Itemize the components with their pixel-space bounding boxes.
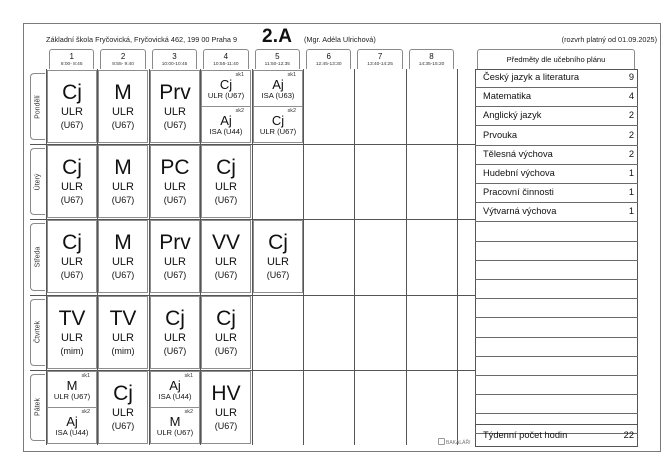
lesson-teacher-room: ULR (U67) [259, 126, 297, 136]
lesson-room: (U67) [111, 421, 135, 431]
lesson-subject: Cj [62, 81, 82, 104]
lesson-cell[interactable] [201, 145, 251, 218]
period-header [49, 49, 94, 69]
lesson-room: (mim) [111, 346, 135, 356]
plan-subject-name: Anglický jazyk [483, 110, 542, 120]
lesson-room: (U67) [214, 195, 238, 205]
group-lesson[interactable] [202, 71, 250, 107]
grid-line-vertical [457, 69, 458, 445]
period-header [306, 49, 351, 69]
plan-empty-row [475, 261, 638, 280]
class-name: 2.A [262, 26, 293, 47]
lesson-room: (U67) [214, 270, 238, 280]
period-number: 3 [172, 52, 177, 61]
plan-subject-hours: 1 [628, 187, 634, 197]
period-number: 1 [69, 52, 74, 61]
plan-total-label: Týdenní počet hodin [483, 430, 568, 440]
day-label-tab [30, 223, 45, 290]
lesson-cell[interactable] [47, 145, 97, 218]
group-label: sk1 [81, 373, 90, 379]
lesson-cell[interactable] [98, 145, 148, 218]
lesson-subject: Cj [216, 156, 236, 179]
lesson-teacher-room: ULR (U67) [53, 392, 91, 401]
lesson-subject: Cj [268, 231, 288, 254]
group-label: sk2 [81, 408, 90, 415]
lesson-cell[interactable] [253, 70, 303, 143]
lesson-subject: Aj [169, 378, 181, 393]
lesson-teacher: ULR [214, 181, 237, 193]
period-number: 5 [275, 52, 280, 61]
period-header [152, 49, 197, 69]
plan-empty-row [475, 280, 638, 299]
lesson-subject: Aj [220, 112, 232, 128]
lesson-subject: Aj [272, 77, 284, 92]
lesson-cell[interactable] [150, 220, 200, 293]
group-label: sk2 [184, 408, 193, 415]
lesson-cell[interactable] [47, 296, 97, 369]
brand-name: BAKALÁŘI [446, 440, 471, 446]
lesson-room: (U67) [60, 270, 84, 280]
plan-subject-row [475, 88, 638, 107]
period-time: 10:55-11:40 [213, 62, 239, 67]
lesson-subject: Prv [159, 231, 191, 254]
lesson-room: (U67) [266, 270, 290, 280]
lesson-cell[interactable] [150, 296, 200, 369]
lesson-subject: Cj [271, 112, 285, 128]
plan-empty-row [475, 299, 638, 318]
plan-header: Předměty dle učebního plánu [477, 49, 635, 69]
lesson-teacher-room: ISA (U44) [158, 392, 192, 401]
grid-line-vertical [354, 69, 355, 445]
lesson-room: (U67) [111, 120, 135, 130]
day-name: Pátek [34, 398, 42, 417]
lesson-subject: M [114, 231, 132, 254]
lesson-cell[interactable] [98, 70, 148, 143]
lesson-subject: M [169, 413, 181, 429]
plan-subject-row [475, 165, 638, 184]
group-lesson[interactable] [151, 408, 199, 444]
lesson-subject: Cj [62, 231, 82, 254]
lesson-subject: PC [160, 156, 190, 179]
lesson-teacher: ULR [163, 256, 186, 268]
plan-empty-row [475, 357, 638, 376]
lesson-subject: Cj [62, 156, 82, 179]
plan-empty-row [475, 242, 638, 261]
group-label: sk2 [235, 107, 244, 114]
lesson-room: (U67) [163, 195, 187, 205]
lesson-teacher: ULR [163, 181, 186, 193]
plan-subject-row [475, 184, 638, 203]
lesson-room: (mim) [60, 346, 84, 356]
period-time: 12:45-13:30 [315, 62, 342, 67]
period-header [409, 49, 454, 69]
lesson-room: (U67) [214, 346, 238, 356]
plan-subject-hours: 1 [628, 206, 634, 216]
day-name: Pondělí [34, 94, 42, 119]
group-lesson[interactable] [254, 107, 302, 143]
lesson-teacher: ULR [60, 181, 83, 193]
lesson-teacher-room: ISA (U44) [55, 427, 89, 437]
lesson-subject: Cj [113, 382, 133, 405]
lesson-room: (U67) [60, 120, 84, 130]
lesson-teacher-room: ISA (U63) [261, 91, 295, 100]
plan-total-hours: 22 [623, 430, 634, 440]
plan-empty-row [475, 319, 638, 338]
lesson-subject: M [114, 81, 132, 104]
lesson-subject: Cj [219, 77, 233, 92]
grid-line-vertical [303, 69, 304, 445]
period-number: 6 [326, 52, 331, 61]
plan-empty-row [475, 223, 638, 242]
plan-subject-row [475, 127, 638, 146]
period-header [203, 49, 248, 69]
day-name: Čtvrtek [34, 321, 42, 344]
lesson-cell[interactable] [201, 371, 251, 444]
period-time: 11:50-12:35 [264, 62, 290, 67]
plan-empty-row [475, 376, 638, 395]
validity-date: (rozvrh platný od 01.09.2025) [561, 35, 657, 44]
lesson-subject: VV [211, 231, 240, 254]
lesson-cell[interactable] [47, 220, 97, 293]
lesson-teacher-room: ULR (U67) [156, 427, 194, 437]
class-teacher: (Mgr. Adéla Ulrichová) [304, 35, 376, 44]
plan-total-row [475, 424, 638, 447]
day-label-tab [30, 73, 45, 140]
group-label: sk2 [287, 107, 296, 114]
group-label: sk1 [184, 373, 193, 379]
lesson-teacher: ULR [214, 332, 237, 344]
plan-subject-hours: 2 [628, 130, 634, 140]
plan-subject-hours: 2 [628, 149, 634, 159]
group-label: sk1 [287, 72, 296, 78]
group-lesson[interactable] [48, 408, 96, 444]
group-lesson[interactable] [48, 372, 96, 408]
day-name: Úterý [34, 173, 42, 191]
lesson-teacher: ULR [111, 106, 134, 118]
lesson-cell[interactable] [98, 296, 148, 369]
lesson-subject: TV [109, 307, 137, 330]
day-label-tab [30, 299, 45, 366]
plan-subject-name: Tělesná výchova [483, 149, 553, 159]
lesson-cell[interactable] [47, 70, 97, 143]
plan-subject-name: Český jazyk a literatura [483, 72, 580, 82]
lesson-teacher-room: ULR (U67) [207, 91, 245, 100]
plan-subject-name: Pracovní činnosti [483, 187, 554, 197]
plan-subject-row [475, 107, 638, 126]
plan-subject-name: Hudební výchova [483, 168, 555, 178]
lesson-subject: M [66, 378, 78, 393]
group-lesson[interactable] [254, 71, 302, 107]
plan-subject-hours: 1 [628, 168, 634, 178]
lesson-teacher: ULR [111, 407, 134, 419]
plan-subject-hours: 2 [628, 110, 634, 120]
lesson-cell[interactable] [150, 70, 200, 143]
lesson-teacher: ULR [60, 256, 83, 268]
period-number: 7 [377, 52, 383, 61]
lesson-teacher: ULR [214, 407, 237, 419]
period-time: 14:35-15:20 [418, 62, 445, 67]
lesson-teacher: ULR [111, 181, 134, 193]
day-name: Středa [34, 246, 42, 268]
period-time: 10:00-10:45 [161, 62, 188, 67]
lesson-subject: Cj [165, 307, 185, 330]
lesson-teacher: ULR [163, 106, 186, 118]
period-time: 13:40-14:25 [367, 62, 393, 67]
lesson-cell[interactable] [201, 296, 251, 369]
lesson-cell[interactable] [201, 70, 251, 143]
lesson-teacher: ULR [111, 256, 134, 268]
lesson-room: (U67) [163, 346, 187, 356]
lesson-room: (U67) [163, 270, 187, 280]
period-number: 4 [223, 52, 229, 61]
plan-subject-row [475, 203, 638, 222]
lesson-subject: M [114, 156, 132, 179]
lesson-subject: TV [58, 307, 86, 330]
grid-line-vertical [406, 69, 407, 445]
lesson-cell[interactable] [98, 371, 148, 444]
plan-subject-hours: 9 [628, 72, 634, 82]
lesson-cell[interactable] [150, 145, 200, 218]
plan-subject-name: Výtvarná výchova [483, 206, 557, 216]
period-time: 8:00- 8:45 [60, 62, 83, 67]
period-header [357, 49, 402, 69]
plan-subject-hours: 4 [628, 91, 634, 101]
school-name: Základní škola Fryčovická, Fryčovická 462, 199 00 Praha 9 [46, 35, 238, 44]
lesson-teacher-room: ISA (U44) [209, 126, 243, 136]
lesson-teacher: ULR [60, 332, 83, 344]
plan-empty-row [475, 395, 638, 414]
lesson-cell[interactable] [201, 220, 251, 293]
lesson-subject: HV [211, 382, 241, 405]
lesson-room: (U67) [60, 195, 84, 205]
period-number: 8 [429, 52, 434, 61]
lesson-subject: Cj [216, 307, 236, 330]
lesson-teacher: ULR [266, 256, 289, 268]
lesson-cell[interactable] [98, 220, 148, 293]
lesson-cell[interactable] [150, 371, 200, 444]
day-label-tab [30, 374, 45, 441]
period-number: 2 [120, 52, 126, 61]
brand-footer [438, 438, 470, 446]
lesson-subject: Aj [66, 413, 78, 429]
group-label: sk1 [235, 72, 244, 78]
lesson-cell[interactable] [47, 371, 97, 444]
lesson-teacher: ULR [214, 256, 237, 268]
period-header [100, 49, 145, 69]
plan-subject-row [475, 146, 638, 165]
lesson-teacher: ULR [111, 332, 134, 344]
plan-subject-row [475, 69, 638, 88]
period-header [255, 49, 300, 69]
lesson-subject: Prv [159, 81, 191, 104]
lesson-cell[interactable] [253, 220, 303, 293]
day-label-tab [30, 148, 45, 215]
lesson-room: (U67) [111, 195, 135, 205]
lesson-teacher: ULR [60, 106, 83, 118]
lesson-room: (U67) [111, 270, 135, 280]
group-lesson[interactable] [202, 107, 250, 143]
bakalari-logo-icon [438, 438, 445, 445]
lesson-room: (U67) [214, 421, 238, 431]
plan-subject-name: Prvouka [483, 130, 518, 140]
group-lesson[interactable] [151, 372, 199, 408]
period-time: 8:55- 9:40 [112, 62, 134, 67]
plan-empty-row [475, 338, 638, 357]
plan-subject-name: Matematika [483, 91, 532, 101]
lesson-room: (U67) [163, 120, 187, 130]
lesson-teacher: ULR [163, 332, 186, 344]
